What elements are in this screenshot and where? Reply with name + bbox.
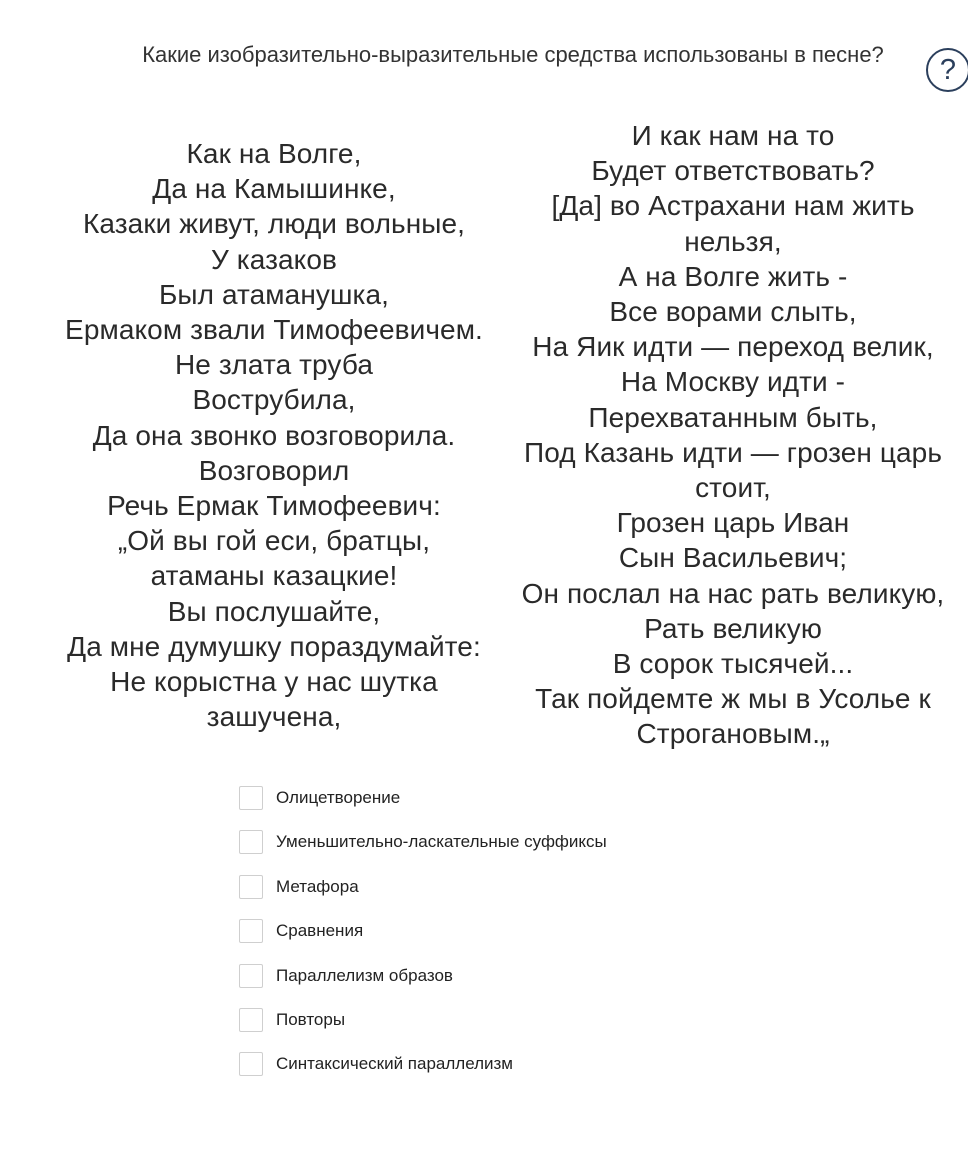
answer-option-label[interactable]: Олицетворение [276, 788, 401, 807]
poem-right-column [508, 118, 958, 752]
poem-line: Грозен царь Иван [616, 507, 850, 539]
checkbox[interactable] [239, 830, 263, 854]
poem-line: Под Казань идти — грозен царь [523, 436, 943, 468]
checkbox[interactable] [239, 1008, 263, 1032]
poem-left-column [44, 136, 504, 734]
poem-line: Возговорил [198, 454, 350, 486]
poem-line: нельзя, [684, 225, 782, 257]
poem-line: И как нам на то [631, 120, 835, 151]
poem-line: [Да] во Астрахани нам жить [551, 190, 915, 222]
poem-line: атаманы казацкие! [150, 560, 398, 592]
poem-line: В сорок тысячей... [612, 648, 854, 680]
answer-option[interactable] [239, 919, 839, 943]
poem-line: Ермаком звали Тимофеевичем. [65, 314, 483, 346]
answer-option-label[interactable]: Метафора [276, 876, 359, 896]
poem-line: Вострубила, [192, 384, 356, 416]
poem-line: Сын Васильевич; [618, 542, 848, 574]
poem-line: Казаки живут, люди вольные, [82, 208, 466, 240]
poem-line: Был атаманушка, [158, 278, 390, 310]
answer-option-label[interactable]: Синтаксический параллелизм [276, 1054, 513, 1074]
checkbox[interactable] [239, 1052, 263, 1076]
poem-line: Да на Камышинке, [152, 173, 396, 205]
checkbox[interactable] [239, 786, 263, 810]
answer-option-label[interactable]: Сравнения [276, 921, 364, 941]
help-button[interactable] [926, 48, 968, 92]
poem-line: Строгановым.„ [636, 718, 830, 750]
poem-line: А на Волге жить - [618, 260, 848, 292]
checkbox[interactable] [239, 875, 263, 899]
poem-line: Вы послушайте, [167, 595, 381, 627]
poem-line: На Москву идти - [620, 366, 846, 398]
poem-line: У казаков [210, 243, 337, 275]
answer-option-label[interactable]: Уменьшительно-ласкательные суффиксы [276, 832, 607, 852]
poem-line: Так пойдемте ж мы в Усолье к [535, 683, 931, 715]
answer-option[interactable] [239, 830, 839, 854]
checkbox[interactable] [239, 964, 263, 988]
answer-option[interactable] [239, 1052, 839, 1076]
poem-line: Все ворами слыть, [609, 296, 857, 328]
answer-option[interactable] [239, 786, 839, 810]
poem-line: На Яик идти — переход велик, [532, 331, 934, 363]
poem-line: зашучена, [206, 701, 342, 733]
poem-line: Он послал на нас рать великую, [521, 577, 945, 609]
answer-options [239, 786, 839, 1097]
poem-line: Как на Волге, [186, 138, 362, 169]
poem-line: Не злата труба [174, 349, 373, 381]
answer-option-label[interactable]: Повторы [276, 1009, 346, 1029]
checkbox[interactable] [239, 919, 263, 943]
answer-option-label[interactable]: Параллелизм образов [276, 965, 453, 985]
answer-option[interactable] [239, 964, 839, 988]
answer-option[interactable] [239, 875, 839, 899]
question-circle-icon: ? [939, 53, 957, 86]
poem-line: Перехватанным быть, [588, 401, 878, 433]
question-text: Какие изобразительно-выразительные средства использованы в песне? [142, 42, 884, 67]
poem-line: Речь Ермак Тимофеевич: [107, 490, 441, 522]
poem-line: Рать великую [644, 612, 822, 644]
poem-line: Да мне думушку пораздумайте: [67, 630, 481, 662]
poem-line: Будет ответствовать? [591, 155, 875, 187]
poem-line: „Ой вы гой еси, братцы, [117, 525, 431, 557]
answer-option[interactable] [239, 1008, 839, 1032]
poem-line: Да она звонко возговорила. [92, 419, 456, 451]
poem-line: Не корыстна у нас шутка [110, 666, 438, 698]
poem-line: стоит, [695, 472, 771, 504]
